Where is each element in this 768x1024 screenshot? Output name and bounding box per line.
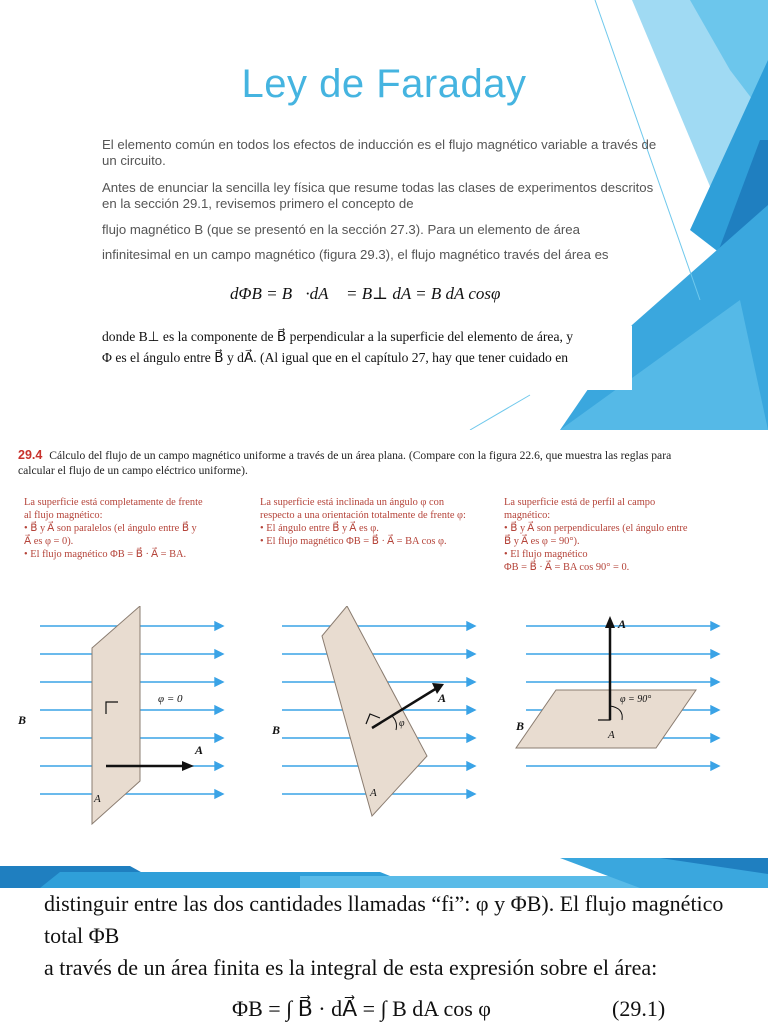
flat-surface xyxy=(92,606,140,824)
a-vector-label: A⃗ xyxy=(438,691,456,705)
paragraph-2: Antes de enunciar la sencilla ley física que resume todas las clases de experimentos descritos en la sección 29.1, revisemos primero el concepto de xyxy=(102,180,654,211)
panel-3-diagram xyxy=(506,606,746,838)
definition-line-1: donde B⊥ es la componente de B⃗ perpendicular a la superficie del elemento de área, y xyxy=(102,329,574,344)
panel-1-line: • El flujo magnético ΦB = B⃗ · A⃗ = BA. xyxy=(24,549,187,560)
total-flux-equation xyxy=(232,996,712,1022)
panel-3-line: ΦB = B⃗ · A⃗ = BA cos 90° = 0. xyxy=(504,562,630,573)
panel-3-line: magnético: xyxy=(504,510,551,521)
slide-title: Ley de Faraday xyxy=(241,62,527,106)
panel-1-text xyxy=(24,496,254,561)
area-label: A xyxy=(94,793,101,805)
figure-caption xyxy=(18,448,708,478)
b-label: B⃗ xyxy=(516,719,534,733)
panel-3-line: B⃗ y A⃗ es φ = 90°). xyxy=(504,536,580,547)
bottom-line-2: a través de un área finita es la integral de esta expresión sobre el área: xyxy=(44,955,658,980)
angle-label: φ = 90° xyxy=(620,694,652,705)
edge-on-surface xyxy=(516,690,696,748)
panel-1-line: al flujo magnético: xyxy=(24,510,103,521)
panel-3-line: La superficie está de perfil al campo xyxy=(504,497,656,508)
figure-caption-text: Cálculo del flujo de un campo magnético uniforme a través de un área plana. (Compare con la figura 22.6, que muestra las reglas para calcular el flujo de un campo eléctrico uniforme). xyxy=(18,449,672,477)
tilted-surface xyxy=(322,606,427,816)
slide-divider-band xyxy=(0,858,768,888)
definition-box xyxy=(102,326,632,390)
a-vector-label: A⃗ xyxy=(195,743,213,757)
panel-2-line: • El flujo magnético ΦB = B⃗ · A⃗ = BA cos φ. xyxy=(260,536,447,547)
paragraph-1: El elemento común en todos los efectos de inducción es el flujo magnético variable a través de un circuito. xyxy=(102,137,657,168)
figure-number: 29.4 xyxy=(18,448,43,462)
area-label: A xyxy=(608,729,615,741)
panel-2-line: • El ángulo entre B⃗ y A⃗ es φ. xyxy=(260,523,379,534)
a-vector-label: A⃗ xyxy=(618,617,636,631)
area-label: A xyxy=(370,787,377,799)
definition-line-2: Φ es el ángulo entre B⃗ y dA⃗. (Al igual que en el capítulo 27, hay que tener cuidado en xyxy=(102,350,569,365)
panel-3-line: • B⃗ y A⃗ son perpendiculares (el ángulo entre xyxy=(504,523,688,534)
panel-3-line: • El flujo magnético xyxy=(504,549,588,560)
panel-2-line: respecto a una orientación totalmente de frente φ: xyxy=(260,510,466,521)
flux-element-equation: dΦB = B⃗·dA⃗ = B⊥ dA = B dA cosφ xyxy=(230,284,501,303)
figure-29-4 xyxy=(0,434,768,866)
panel-2-text xyxy=(260,496,500,548)
panel-2-diagram xyxy=(262,606,502,838)
panel-1-diagram xyxy=(10,606,250,838)
paragraph-3: flujo magnético B (que se presentó en la sección 27.3). Para un elemento de área xyxy=(102,222,580,237)
equation-number: (29.1) xyxy=(612,996,666,1021)
paragraph-4: infinitesimal en un campo magnético (figura 29.3), el flujo magnético través del área es xyxy=(102,247,609,262)
panel-1-line: A⃗ es φ = 0). xyxy=(24,536,74,547)
b-label: B⃗ xyxy=(18,713,36,727)
panel-3-text xyxy=(504,496,744,574)
bottom-text-block xyxy=(44,888,744,984)
bottom-line-1: distinguir entre las dos cantidades llamadas “fi”: φ y ΦB). El flujo magnético total ΦB xyxy=(44,891,724,948)
angle-label: φ xyxy=(399,718,405,729)
panel-2-line: La superficie está inclinada un ángulo φ con xyxy=(260,497,445,508)
panel-1-line: La superficie está completamente de frente xyxy=(24,497,203,508)
angle-label: φ = 0 xyxy=(158,693,183,705)
b-label: B⃗ xyxy=(272,723,290,737)
total-flux-equation-text: ΦB = ∫ B⃗ · dA⃗ = ∫ B dA cos φ xyxy=(232,996,491,1021)
panel-1-line: • B⃗ y A⃗ son paralelos (el ángulo entre B⃗ y xyxy=(24,523,197,534)
